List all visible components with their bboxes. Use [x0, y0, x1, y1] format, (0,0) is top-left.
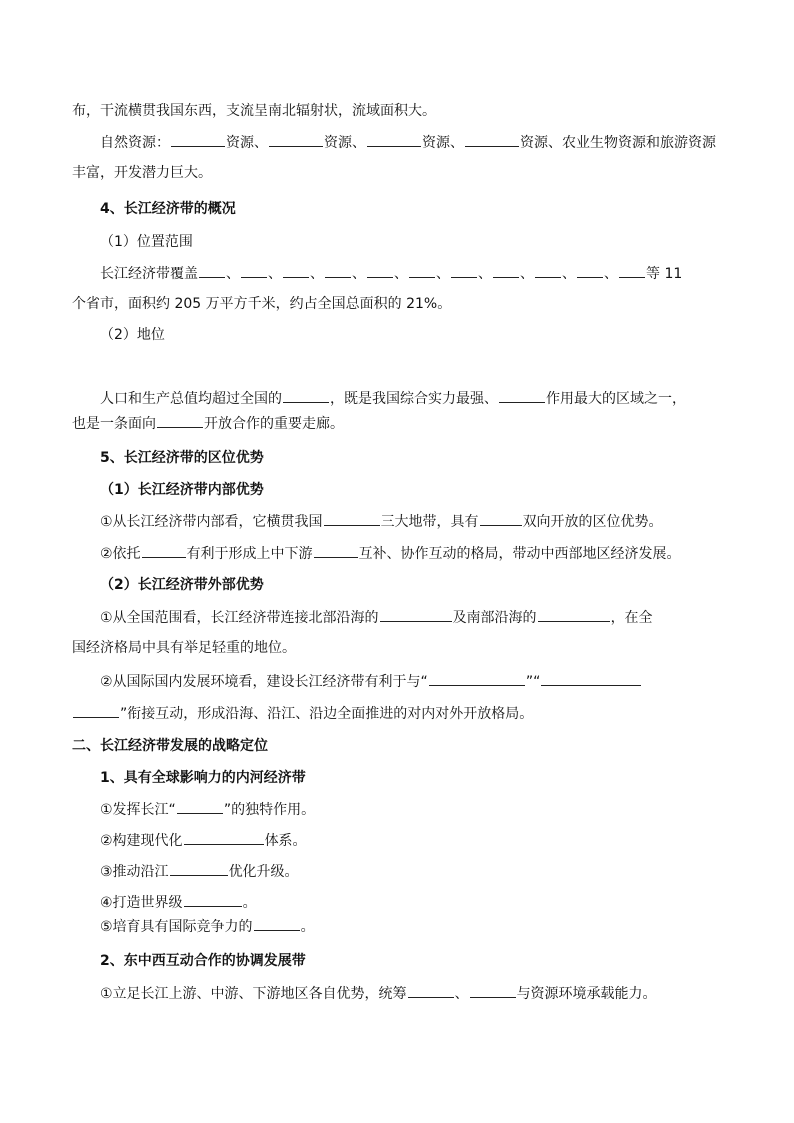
fill-blank[interactable] [324, 511, 380, 526]
text: ”衔接互动，形成沿海、沿江、沿边全面推进的对内对外开放格局。 [120, 706, 534, 722]
fill-blank[interactable] [541, 671, 641, 686]
fill-blank[interactable] [408, 983, 454, 998]
paragraph-river-cont: 布，干流横贯我国东西，支流呈南北辐射状，流域面积大。 [72, 103, 436, 119]
section-heading: 二、长江经济带发展的战略定位 [72, 738, 268, 754]
separator: 、 [226, 266, 240, 282]
fill-blank[interactable] [380, 607, 452, 622]
text: 三大地带，具有 [380, 514, 479, 530]
text: 及南部沿海的 [452, 610, 537, 626]
paragraph-external-1-cont: 国经济格局中具有举足轻重的地位。 [72, 640, 296, 656]
fill-blank[interactable] [73, 703, 119, 718]
fill-blank[interactable] [499, 388, 545, 403]
text: 、 [454, 986, 469, 1002]
fill-blank[interactable] [241, 263, 267, 278]
separator: 、 [352, 266, 366, 282]
fill-blank[interactable] [367, 263, 393, 278]
separator: 、 [394, 266, 408, 282]
fill-blank[interactable] [184, 830, 264, 845]
fill-blank[interactable] [283, 263, 309, 278]
fill-blank[interactable] [465, 132, 519, 147]
separator: 、 [436, 266, 450, 282]
paragraph-status-cont [72, 413, 344, 434]
text: ⑤培育具有国际竞争力的 [100, 919, 253, 935]
subheading: 2、东中西互动合作的协调发展带 [100, 953, 306, 969]
text: ②依托 [100, 546, 141, 562]
text: 等 11 [646, 266, 683, 282]
text: ④打造世界级 [100, 895, 183, 911]
text: 资源、农业生物资源和旅游资源 [520, 135, 716, 151]
fill-blank[interactable] [325, 263, 351, 278]
fill-blank[interactable] [470, 983, 516, 998]
text: ①从全国范围看，长江经济带连接北部沿海的 [100, 610, 379, 626]
fill-blank[interactable] [493, 263, 519, 278]
separator: 、 [604, 266, 618, 282]
list-item [100, 916, 315, 937]
text: 。 [242, 895, 257, 911]
text: ”的独特作用。 [223, 802, 316, 818]
fill-blank[interactable] [283, 388, 329, 403]
text: 有利于形成上中下游 [186, 546, 313, 562]
fill-blank[interactable] [269, 132, 323, 147]
text: 体系。 [264, 833, 307, 849]
paragraph-external-2-cont [72, 703, 533, 724]
text: ①立足长江上游、中游、下游地区各自优势，统筹 [100, 986, 407, 1002]
subheading: （1）长江经济带内部优势 [100, 482, 264, 498]
text: 资源、 [226, 135, 268, 151]
text: 人口和生产总值均超过全国的 [100, 391, 282, 407]
text: 资源、 [422, 135, 464, 151]
fill-blank[interactable] [157, 413, 203, 428]
paragraph-natural-resources [100, 132, 716, 153]
fill-blank[interactable] [199, 263, 225, 278]
section-heading: 4、长江经济带的概况 [100, 201, 236, 217]
list-item [100, 892, 257, 913]
text: ②从国际国内发展环境看，建设长江经济带有利于与“ [100, 674, 428, 690]
text: 开放合作的重要走廊。 [204, 416, 344, 432]
fill-blank[interactable] [480, 511, 522, 526]
text: 资源、 [324, 135, 366, 151]
text: 。 [300, 919, 315, 935]
paragraph-resources-cont: 丰富，开发潜力巨大。 [72, 165, 212, 181]
text: ②构建现代化 [100, 833, 183, 849]
paragraph-status [100, 388, 686, 409]
subheading: （2）地位 [100, 327, 165, 343]
text: ，既是我国综合实力最强、 [330, 391, 498, 407]
paragraph-internal-2 [100, 543, 681, 564]
fill-blank[interactable] [535, 263, 561, 278]
fill-blank[interactable] [409, 263, 435, 278]
paragraph-external-1 [100, 607, 653, 628]
fill-blank[interactable] [254, 916, 300, 931]
fill-blank[interactable] [184, 892, 242, 907]
text: ，在全 [610, 610, 653, 626]
fill-blank[interactable] [367, 132, 421, 147]
subheading: （1）位置范围 [100, 234, 193, 250]
text: 自然资源： [100, 135, 170, 151]
paragraph-internal-1 [100, 511, 663, 532]
paragraph-external-2 [100, 671, 642, 692]
separator: 、 [268, 266, 282, 282]
text: 与资源环境承载能力。 [516, 986, 657, 1002]
fill-blank[interactable] [538, 607, 610, 622]
fill-blank[interactable] [577, 263, 603, 278]
paragraph-coverage [100, 263, 682, 284]
list-item [100, 861, 299, 882]
fill-blank[interactable] [314, 543, 358, 558]
paragraph-area: 个省市，面积约 205 万平方千米，约占全国总面积的 21%。 [72, 296, 452, 312]
separator: 、 [478, 266, 492, 282]
list-item [100, 830, 307, 851]
text: 长江经济带覆盖 [100, 266, 198, 282]
fill-blank[interactable] [142, 543, 186, 558]
text: 互补、协作互动的格局，带动中西部地区经济发展。 [358, 546, 681, 562]
fill-blank[interactable] [451, 263, 477, 278]
fill-blank[interactable] [170, 861, 228, 876]
text: 也是一条面向 [72, 416, 156, 432]
fill-blank[interactable] [177, 799, 223, 814]
text: 双向开放的区位优势。 [522, 514, 663, 530]
subheading: 1、具有全球影响力的内河经济带 [100, 770, 306, 786]
text: ③推动沿江 [100, 864, 169, 880]
text: ”“ [525, 674, 541, 690]
separator: 、 [520, 266, 534, 282]
separator: 、 [562, 266, 576, 282]
fill-blank[interactable] [619, 263, 645, 278]
section-heading: 5、长江经济带的区位优势 [100, 450, 264, 466]
text: 作用最大的区域之一， [546, 391, 686, 407]
text: ①从长江经济带内部看，它横贯我国 [100, 514, 323, 530]
text: 优化升级。 [228, 864, 299, 880]
fill-blank[interactable] [171, 132, 225, 147]
text: ①发挥长江“ [100, 802, 176, 818]
list-item [100, 983, 657, 1004]
separator: 、 [310, 266, 324, 282]
subheading: （2）长江经济带外部优势 [100, 577, 264, 593]
fill-blank[interactable] [429, 671, 525, 686]
list-item [100, 799, 315, 820]
